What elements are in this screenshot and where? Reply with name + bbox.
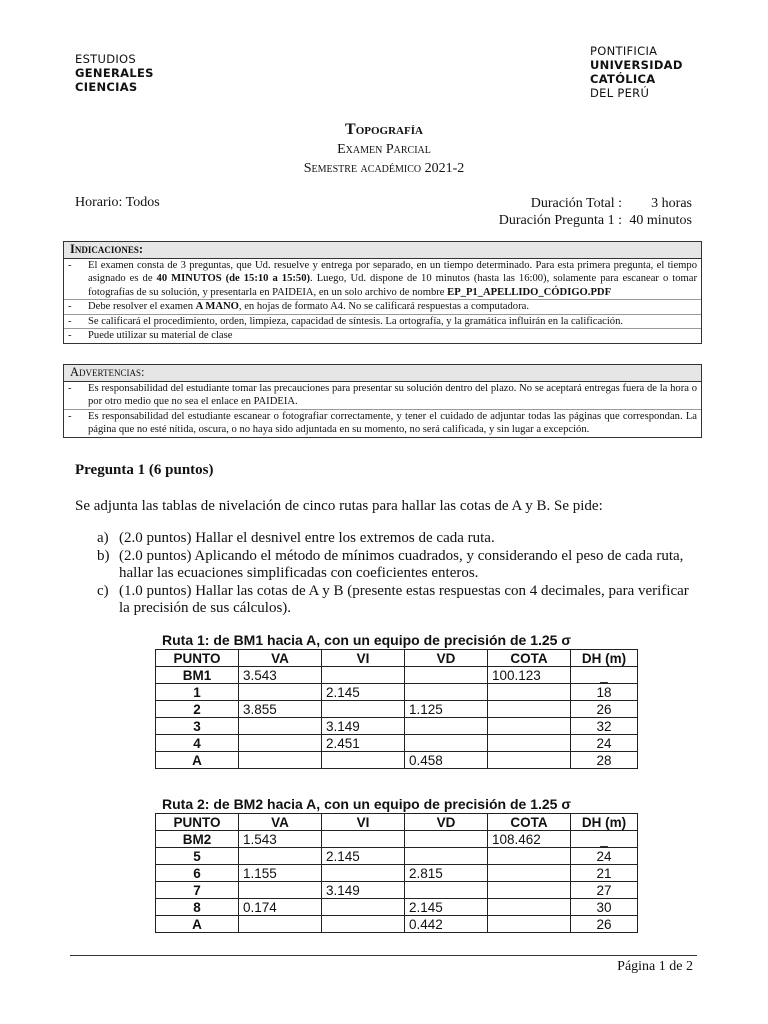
column-header: VD: [405, 650, 488, 667]
table-cell: [405, 831, 488, 848]
table-cell: 2.145: [405, 899, 488, 916]
column-header: PUNTO: [156, 650, 239, 667]
table-cell: 21: [571, 865, 638, 882]
table-cell: 5: [156, 848, 239, 865]
exam-title-block: [0, 120, 768, 178]
indicacion-2-bold: A MANO: [195, 301, 239, 312]
table-cell: [239, 735, 322, 752]
duration-question-value: 40 minutos: [629, 213, 692, 228]
item-letter: a): [97, 530, 109, 546]
column-header: VI: [322, 650, 405, 667]
table-cell: _: [571, 667, 638, 684]
table-cell: 3.149: [322, 882, 405, 899]
column-header: VI: [322, 814, 405, 831]
table-row: [156, 701, 638, 718]
faculty-line-2: GENERALES: [75, 66, 154, 80]
table-cell: [405, 718, 488, 735]
indicacion-item: [64, 315, 701, 330]
semester: Semestre académico 2021-2: [303, 161, 465, 176]
duration-total-value: 3 horas: [651, 196, 692, 211]
table-cell: [322, 831, 405, 848]
table-header-row: [156, 814, 638, 831]
table-cell: [488, 701, 571, 718]
table-cell: [239, 718, 322, 735]
table-cell: 26: [571, 916, 638, 933]
table-cell: 28: [571, 752, 638, 769]
table-cell: [322, 916, 405, 933]
page-number: Página 1 de 2: [617, 959, 693, 974]
question-item: [97, 548, 697, 583]
question-items: [97, 530, 697, 618]
table-cell: [405, 684, 488, 701]
indicacion-1-bold: 40 MINUTOS (de 15:10 a 15:50): [156, 273, 311, 284]
table-cell: 2.145: [322, 684, 405, 701]
schedule: Horario: Todos: [75, 195, 160, 210]
bullet-dash: -: [68, 330, 72, 341]
table-cell: _: [571, 831, 638, 848]
university-line-4: DEL PERÚ: [590, 86, 650, 100]
item-text: (2.0 puntos) Hallar el desnivel entre los extremos de cada ruta.: [119, 530, 495, 546]
table-cell: [488, 718, 571, 735]
table-cell: [488, 752, 571, 769]
column-header: VD: [405, 814, 488, 831]
advertencia-item: [64, 382, 701, 410]
table-cell: [322, 701, 405, 718]
table-cell: BM1: [156, 667, 239, 684]
table-row: [156, 916, 638, 933]
table-cell: [239, 752, 322, 769]
column-header: COTA: [488, 814, 571, 831]
durations: [460, 195, 692, 229]
question-intro: Se adjunta las tablas de nivelación de cinco rutas para hallar las cotas de A y B. Se pide:: [75, 498, 603, 514]
table-row: [156, 718, 638, 735]
table-cell: 3.149: [322, 718, 405, 735]
indicacion-item: [64, 259, 701, 301]
table-cell: 3.543: [239, 667, 322, 684]
course-title: Topografía: [345, 121, 423, 138]
table-cell: [239, 916, 322, 933]
table-cell: 1.543: [239, 831, 322, 848]
table-cell: 6: [156, 865, 239, 882]
faculty-logo-text: [75, 52, 154, 94]
question-item: [97, 583, 697, 618]
table-cell: [405, 735, 488, 752]
table-cell: A: [156, 752, 239, 769]
table-cell: 100.123: [488, 667, 571, 684]
faculty-line-1: ESTUDIOS: [75, 52, 137, 66]
table-cell: 1.155: [239, 865, 322, 882]
table-cell: 1.125: [405, 701, 488, 718]
table-row: [156, 899, 638, 916]
bullet-dash: -: [68, 315, 72, 327]
question-title: Pregunta 1 (6 puntos): [75, 462, 214, 478]
table-cell: [322, 752, 405, 769]
leveling-table-route-1: [155, 649, 638, 769]
indicacion-3-text: Se calificará el procedimiento, orden, limpieza, capacidad de síntesis. La ortografía, y la gramática influirán en la calificación.: [88, 315, 624, 327]
indicaciones-title: Indicaciones:: [64, 242, 701, 259]
table-row: [156, 831, 638, 848]
column-header: DH (m): [571, 650, 638, 667]
table-cell: [488, 899, 571, 916]
table-row: [156, 865, 638, 882]
table-cell: 2: [156, 701, 239, 718]
table-cell: 3: [156, 718, 239, 735]
indicacion-1-text: El examen consta de 3 preguntas, que Ud. resuelve y entrega por separado, en un tiempo determinado. Para esta primera pregunta, el tiempo asignado es de: [88, 259, 697, 284]
table-cell: 0.442: [405, 916, 488, 933]
item-text: (1.0 puntos) Hallar las cotas de A y B (presente estas respuestas con 4 decimales, para verificar la precisión de sus cálculos).: [119, 582, 689, 616]
table-cell: 27: [571, 882, 638, 899]
table-cell: BM2: [156, 831, 239, 848]
table-cell: [488, 848, 571, 865]
item-text: (2.0 puntos) Aplicando el método de mínimos cuadrados, y considerando el peso de cada ruta, hallar las ecuaciones simplificadas con coeficientes enteros.: [119, 547, 684, 581]
bullet-dash: -: [68, 301, 72, 312]
indicacion-1-text-b: . Luego, Ud. dispone de 10 minutos (hasta las 16:00), solamente para escanear o tomar fotografías de su solución, y presentarla en PAIDEIA, en un solo archivo de nombre: [88, 273, 697, 298]
table-2-caption: Ruta 2: de BM2 hacia A, con un equipo de precisión de 1.25 σ: [162, 796, 571, 812]
column-header: PUNTO: [156, 814, 239, 831]
advertencias-title: Advertencias:: [64, 365, 701, 382]
table-cell: [488, 684, 571, 701]
indicacion-4-text: Puede utilizar su material de clase: [88, 330, 233, 341]
table-cell: 0.458: [405, 752, 488, 769]
table-cell: [322, 865, 405, 882]
table-cell: [405, 667, 488, 684]
question-item: [97, 530, 697, 548]
table-cell: [239, 684, 322, 701]
table-cell: 1: [156, 684, 239, 701]
indicacion-2-text: Debe resolver el examen: [88, 301, 196, 312]
duration-question-label: Duración Pregunta 1 :: [498, 213, 622, 228]
table-cell: 18: [571, 684, 638, 701]
column-header: COTA: [488, 650, 571, 667]
table-row: [156, 667, 638, 684]
table-cell: [239, 882, 322, 899]
bullet-dash: -: [68, 382, 72, 394]
duration-question: [460, 212, 692, 229]
indicaciones-box: [63, 241, 702, 344]
duration-total: [460, 195, 692, 212]
item-letter: c): [97, 582, 109, 599]
table-cell: 2.145: [322, 848, 405, 865]
table-cell: 4: [156, 735, 239, 752]
advertencias-box: [63, 364, 702, 438]
leveling-table-route-2: [155, 813, 638, 933]
table-cell: [488, 882, 571, 899]
indicacion-item: [64, 300, 701, 315]
bullet-dash: -: [68, 259, 72, 271]
table-header-row: [156, 650, 638, 667]
table-row: [156, 752, 638, 769]
indicacion-item: [64, 329, 701, 343]
table-cell: [322, 667, 405, 684]
item-letter: b): [97, 547, 110, 564]
advertencia-2-text: Es responsabilidad del estudiante escanear o fotografiar correctamente, y tener el cuidado de adjuntar todas las páginas que correspondan. La página que no esté nítida, oscura, o no haya sido adjuntada en su momento, no será calificada, y sin lugar a excepción.: [88, 410, 697, 435]
indicacion-2-text-b: , en hojas de formato A4. No se calificará respuestas a computadora.: [238, 301, 529, 312]
bullet-dash: -: [68, 410, 72, 422]
table-cell: 0.174: [239, 899, 322, 916]
advertencia-item: [64, 410, 701, 437]
table-cell: [405, 848, 488, 865]
table-cell: 32: [571, 718, 638, 735]
column-header: DH (m): [571, 814, 638, 831]
table-cell: [405, 882, 488, 899]
table-row: [156, 848, 638, 865]
column-header: VA: [239, 650, 322, 667]
table-cell: [322, 899, 405, 916]
table-cell: 7: [156, 882, 239, 899]
table-row: [156, 882, 638, 899]
table-cell: 30: [571, 899, 638, 916]
footer-divider: [70, 955, 697, 956]
advertencia-1-text: Es responsabilidad del estudiante tomar las precauciones para presentar su solución dentro del plazo. No se aceptará entregas fuera de la hora o por otro medio que no sea el enlace en PAIDEIA.: [88, 382, 697, 407]
indicacion-1-filename: EP_P1_APELLIDO_CÓDIGO.PDF: [447, 286, 612, 298]
table-row: [156, 735, 638, 752]
table-cell: A: [156, 916, 239, 933]
table-cell: [239, 848, 322, 865]
table-1-caption: Ruta 1: de BM1 hacia A, con un equipo de precisión de 1.25 σ: [162, 632, 571, 648]
table-cell: [488, 865, 571, 882]
table-cell: 2.815: [405, 865, 488, 882]
university-line-1: PONTIFICIA: [590, 44, 658, 58]
university-line-2: UNIVERSIDAD: [590, 58, 683, 72]
table-cell: 8: [156, 899, 239, 916]
column-header: VA: [239, 814, 322, 831]
table-row: [156, 684, 638, 701]
table-cell: 3.855: [239, 701, 322, 718]
university-logo-text: [590, 44, 683, 100]
faculty-line-3: CIENCIAS: [75, 80, 138, 94]
table-cell: 108.462: [488, 831, 571, 848]
exam-type: Examen Parcial: [337, 142, 431, 157]
table-cell: 26: [571, 701, 638, 718]
university-line-3: CATÓLICA: [590, 72, 656, 86]
table-cell: [488, 916, 571, 933]
table-cell: 24: [571, 735, 638, 752]
table-cell: 2.451: [322, 735, 405, 752]
table-cell: 24: [571, 848, 638, 865]
duration-total-label: Duración Total :: [530, 196, 622, 211]
table-cell: [488, 735, 571, 752]
